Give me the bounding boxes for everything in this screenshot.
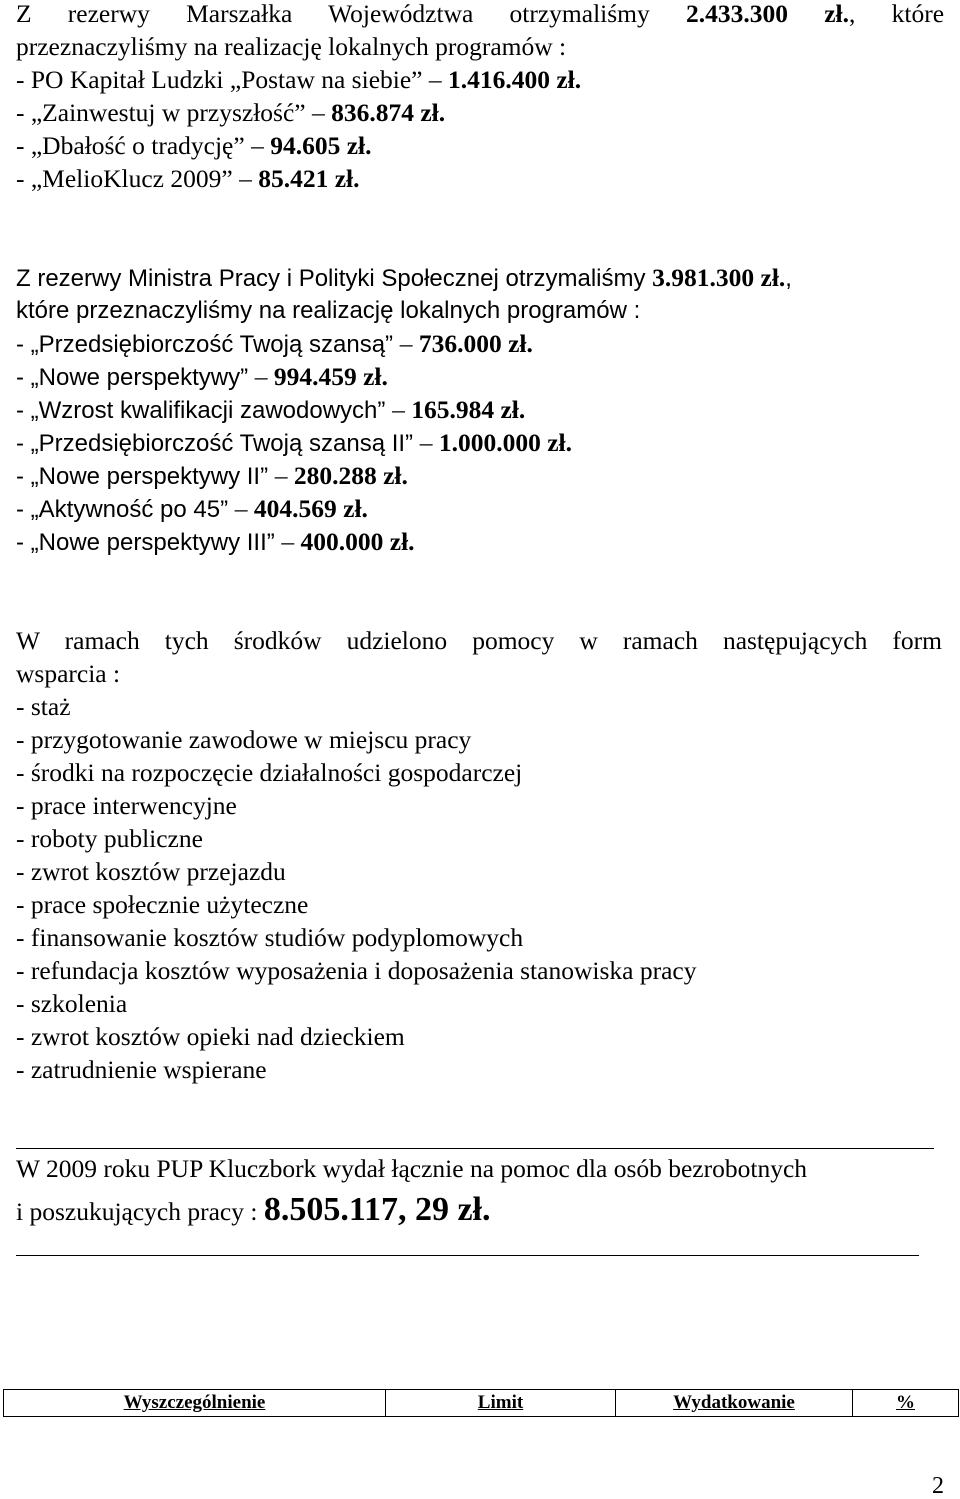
program-name: - „MelioKlucz 2009” [16, 164, 240, 193]
column-header-wydatkowanie: Wydatkowanie [616, 1390, 853, 1417]
summary-line2-prefix: i poszukujących pracy : [16, 1197, 264, 1226]
program-dash: – [419, 428, 439, 457]
section1-intro-line2: przeznaczyliśmy na realizację lokalnych programów : [16, 32, 567, 61]
program-name: - „Przedsiębiorczość Twoją szansą II” [16, 430, 420, 457]
section1-intro-prefix: Z rezerwy Marszałka Województwa otrzymaliśmy [16, 0, 686, 28]
section1-intro-amount: 2.433.300 zł. [686, 0, 850, 28]
section1-intro-line1 [16, 0, 944, 30]
specification-table [3, 1389, 959, 1417]
page-number: 2 [932, 1473, 944, 1499]
support-form-item: - zwrot kosztów opieki nad dzieckiem [16, 1022, 405, 1051]
program-dash: – [392, 395, 412, 424]
support-form-item: - staż [16, 692, 71, 721]
program-amount: 1.416.400 zł. [447, 65, 582, 94]
program-item [16, 162, 359, 195]
program-amount: 994.459 zł. [273, 362, 388, 391]
program-dash: – [239, 164, 259, 193]
summary-line1: W 2009 roku PUP Kluczbork wydał łącznie na pomoc dla osób bezrobotnych [16, 1154, 808, 1183]
section2-intro-prefix: Z rezerwy Ministra Pracy i Polityki Społecznej otrzymaliśmy [16, 265, 653, 292]
column-header-wyszczegolnienie: Wyszczególnienie [4, 1390, 386, 1417]
program-item [16, 459, 408, 492]
program-item [16, 63, 581, 96]
support-form-item: - środki na rozpoczęcie działalności gospodarczej [16, 758, 523, 787]
program-name: - „Nowe perspektywy III” [16, 529, 282, 556]
program-dash: – [254, 362, 274, 391]
support-form-item: - szkolenia [16, 989, 128, 1018]
program-amount: 1.000.000 zł. [438, 428, 572, 457]
program-item [16, 360, 388, 393]
program-dash: – [428, 65, 448, 94]
program-name: - „Przedsiębiorczość Twoją szansą” [16, 331, 400, 358]
program-item [16, 426, 572, 459]
support-form-item: - roboty publiczne [16, 824, 203, 853]
support-form-item: - prace społecznie użyteczne [16, 890, 309, 919]
divider-top [16, 1148, 934, 1149]
program-item [16, 327, 533, 360]
summary-total: 8.505.117, 29 zł. [263, 1191, 491, 1228]
section1-intro-suffix: , które [849, 0, 945, 28]
program-amount: 94.605 zł. [270, 131, 372, 160]
program-dash: – [281, 527, 301, 556]
section2-intro-line2: które przeznaczyliśmy na realizację lokalnych programów : [16, 297, 641, 324]
program-amount: 836.874 zł. [331, 98, 446, 127]
program-amount: 85.421 zł. [258, 164, 360, 193]
program-name: - „Nowe perspektywy II” [16, 463, 275, 490]
summary-line2 [16, 1188, 491, 1232]
divider-bottom [16, 1255, 919, 1256]
program-amount: 404.569 zł. [253, 494, 368, 523]
section3-intro-line1: W ramach tych środków udzielono pomocy w ramach następujących form [16, 626, 942, 655]
table-header-row [4, 1390, 959, 1417]
program-dash: – [311, 98, 332, 127]
program-amount: 280.288 zł. [293, 461, 408, 490]
program-amount: 165.984 zł. [411, 395, 526, 424]
support-form-item: - przygotowanie zawodowe w miejscu pracy [16, 725, 472, 754]
program-dash: – [274, 461, 294, 490]
program-amount: 400.000 zł. [300, 527, 415, 556]
program-name: - „Aktywność po 45” [16, 496, 235, 523]
program-amount: 736.000 zł. [418, 329, 533, 358]
program-item [16, 393, 525, 426]
support-form-item: - zwrot kosztów przejazdu [16, 857, 286, 886]
program-item [16, 129, 371, 162]
section2-intro-suffix: , [785, 265, 792, 292]
program-item [16, 525, 415, 558]
program-name: - „Zainwestuj w przyszłość” [16, 98, 312, 127]
support-form-item: - refundacja kosztów wyposażenia i doposażenia stanowiska pracy [16, 956, 697, 985]
program-name: - PO Kapitał Ludzki „Postaw na siebie” [16, 65, 429, 94]
support-form-item: - prace interwencyjne [16, 791, 237, 820]
program-item [16, 96, 445, 129]
section3-intro-line2: wsparcia : [16, 659, 121, 688]
program-dash: – [234, 494, 254, 523]
program-item [16, 492, 368, 525]
column-header-percent: % [853, 1390, 959, 1417]
section2-intro-amount: 3.981.300 zł. [652, 263, 786, 292]
column-header-limit: Limit [386, 1390, 616, 1417]
program-dash: – [399, 329, 419, 358]
program-dash: – [251, 131, 271, 160]
support-form-item: - finansowanie kosztów studiów podyplomowych [16, 923, 524, 952]
program-name: - „Wzrost kwalifikacji zawodowych” [16, 397, 393, 424]
program-name: - „Dbałość o tradycję” [16, 131, 252, 160]
support-form-item: - zatrudnienie wspierane [16, 1055, 267, 1084]
program-name: - „Nowe perspektywy” [16, 364, 255, 391]
section2-intro-line1 [16, 261, 792, 294]
